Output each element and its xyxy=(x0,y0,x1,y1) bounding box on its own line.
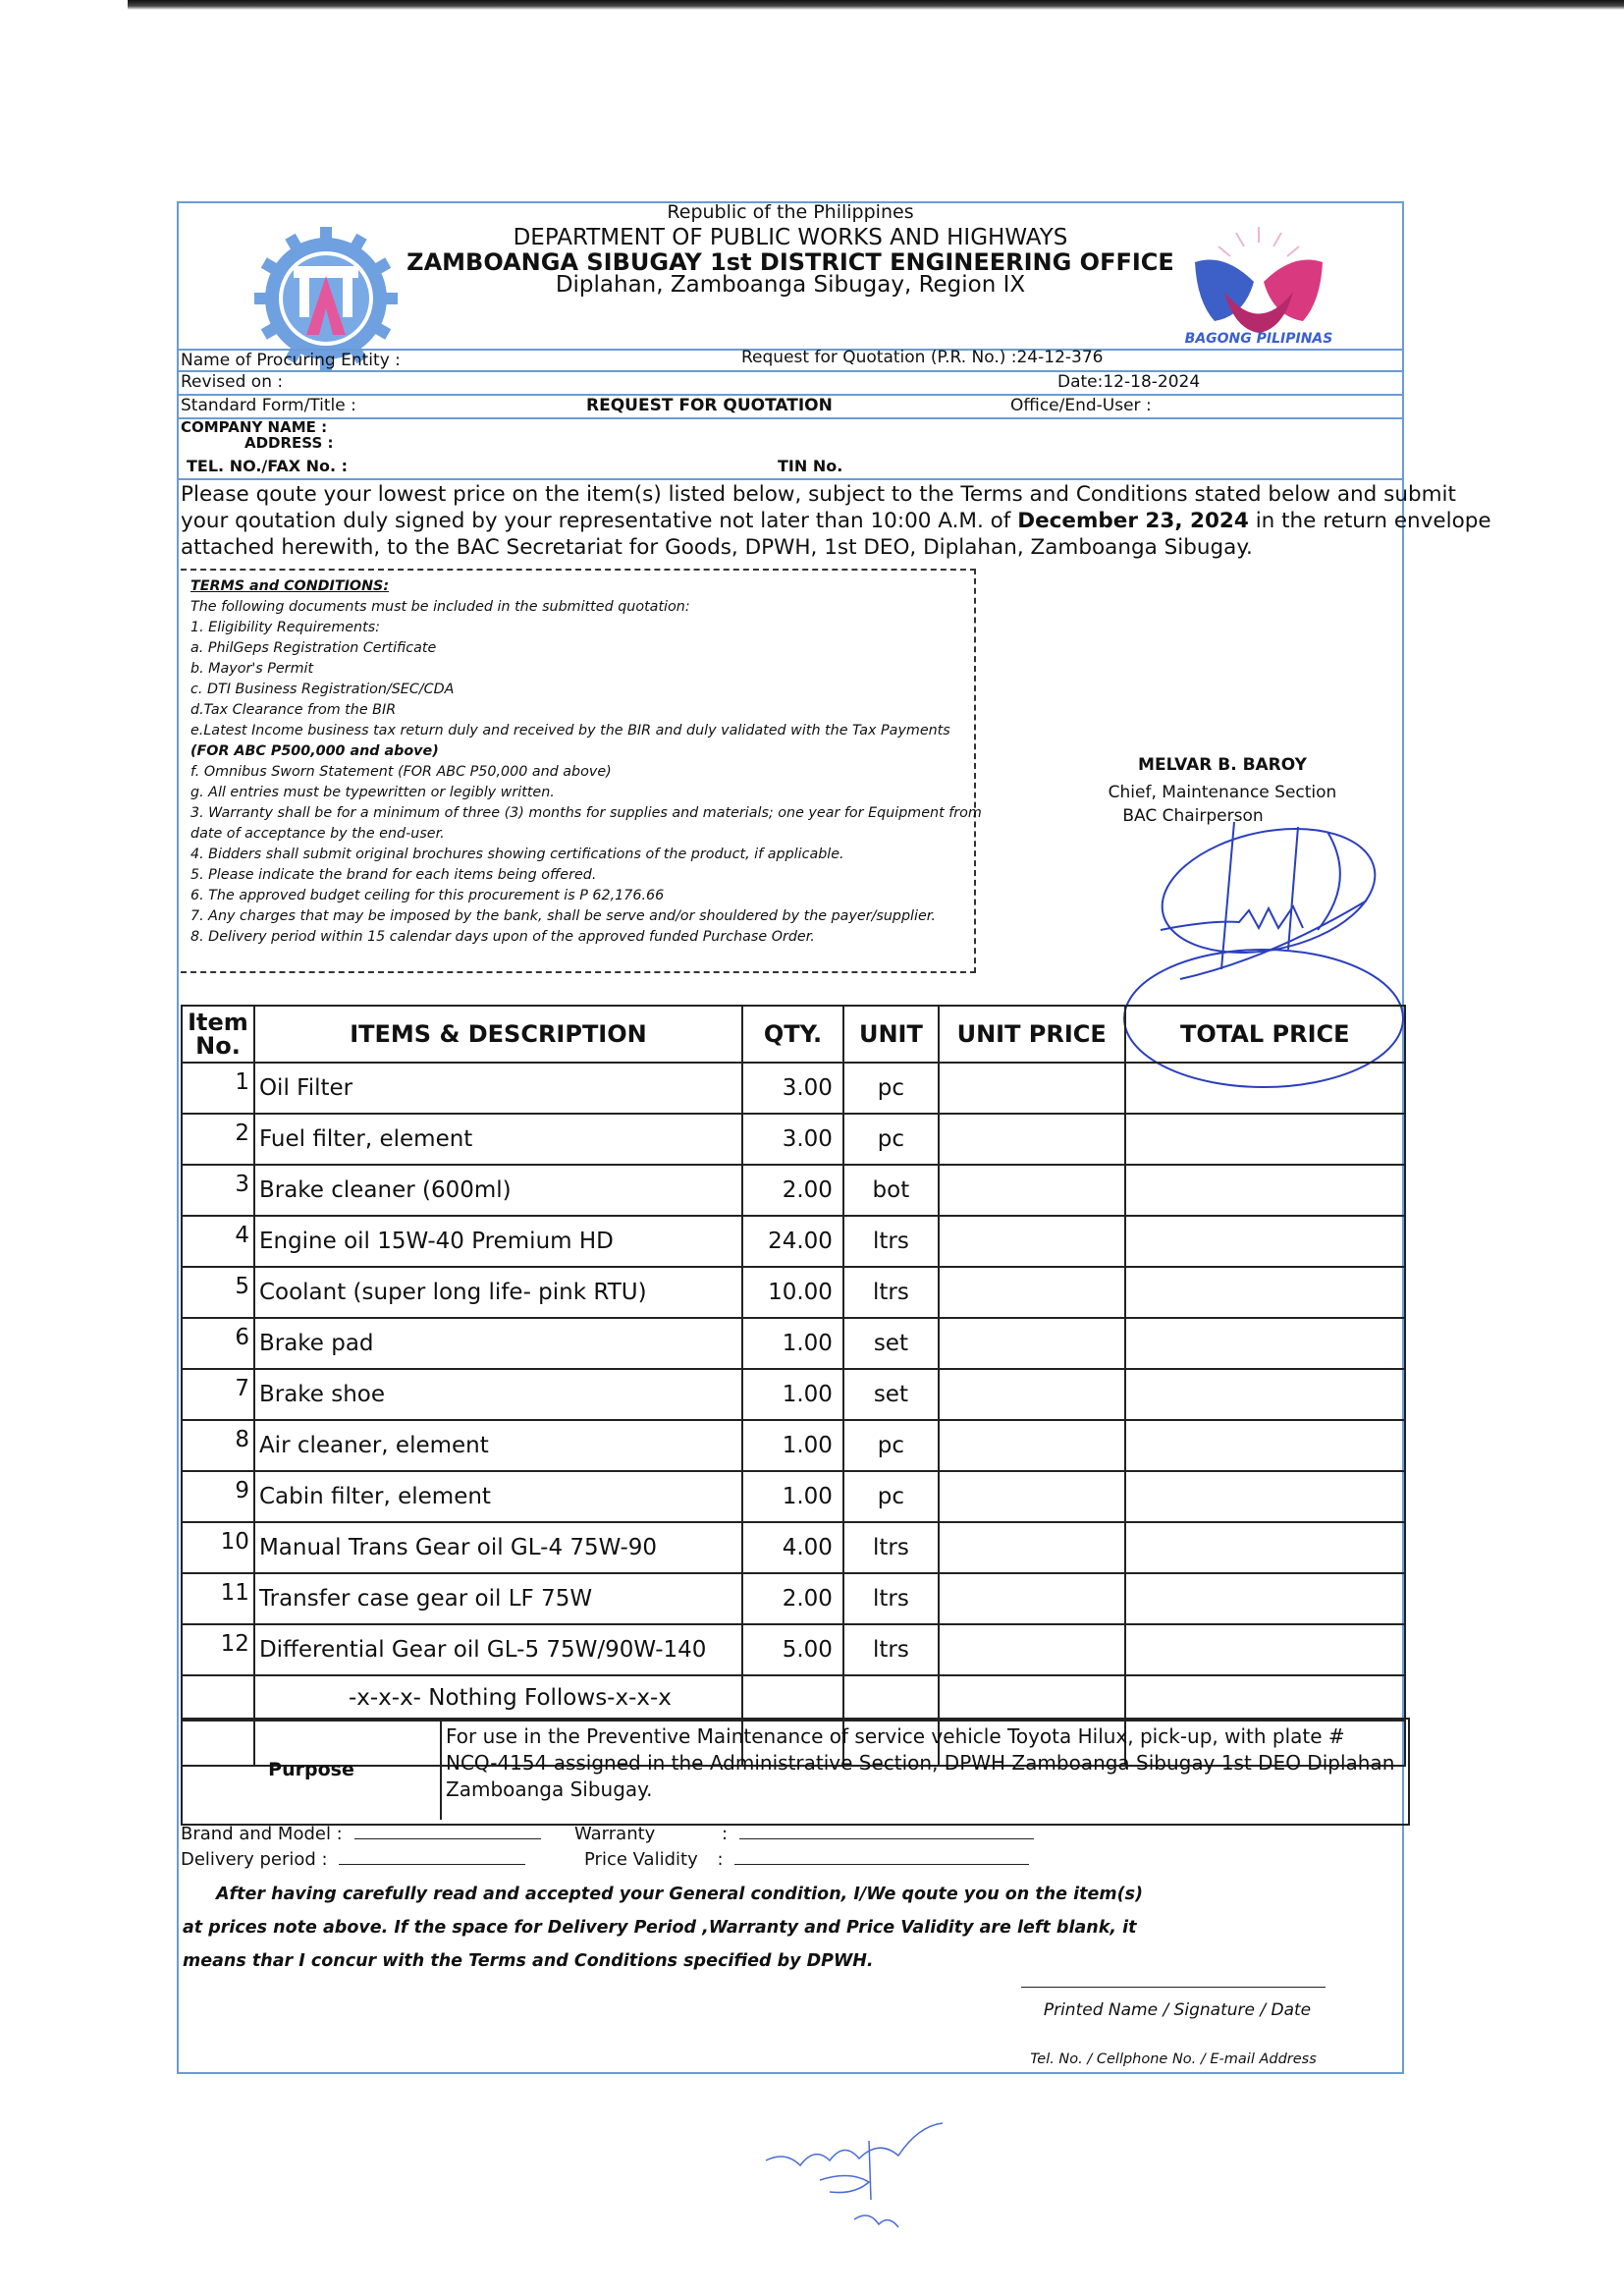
nothing-follows-text: -x-x-x- Nothing Follows-x-x-x xyxy=(254,1675,742,1721)
item-description: Manual Trans Gear oil GL-4 75W-90 xyxy=(254,1522,742,1573)
terms-line: 6. The approved budget ceiling for this procurement is P 62,176.66 xyxy=(190,888,665,903)
item-number: 4 xyxy=(182,1216,254,1267)
signatory-name: MELVAR B. BAROY xyxy=(1138,755,1307,775)
procuring-entity-label: Name of Procuring Entity : xyxy=(181,351,401,370)
deadline-date: December 23, 2024 xyxy=(1017,509,1249,533)
table-row xyxy=(182,1063,1405,1114)
standard-form-label: Standard Form/Title : xyxy=(181,396,356,415)
item-unit: ltrs xyxy=(843,1573,939,1624)
col-item-no: Item No. xyxy=(182,1006,254,1063)
item-description: Fuel filter, element xyxy=(254,1114,742,1165)
table-row xyxy=(182,1318,1405,1369)
terms-line: g. All entries must be typewritten or legibly written. xyxy=(190,785,555,800)
item-quantity: 1.00 xyxy=(742,1471,843,1522)
item-description: Brake shoe xyxy=(254,1369,742,1420)
item-quantity: 24.00 xyxy=(742,1216,843,1267)
terms-title: TERMS and CONDITIONS: xyxy=(190,578,390,594)
header-location: Diplahan, Zamboanga Sibugay, Region IX xyxy=(555,272,1026,298)
item-number: 5 xyxy=(182,1267,254,1318)
item-unit-price xyxy=(939,1420,1125,1471)
terms-line: e.Latest Income business tax return duly and received by the BIR and duly validated with the Tax Payments xyxy=(190,723,950,738)
table-row xyxy=(182,1522,1405,1573)
header-department: DEPARTMENT OF PUBLIC WORKS AND HIGHWAYS xyxy=(513,225,1068,250)
rfq-form xyxy=(177,201,1491,2074)
date-value: Date:12-18-2024 xyxy=(1057,372,1201,392)
item-description: Brake pad xyxy=(254,1318,742,1369)
item-total-price xyxy=(1125,1624,1405,1675)
handwritten-initials-icon xyxy=(761,2121,957,2249)
warranty-field: Warranty : xyxy=(574,1824,1034,1844)
table-row xyxy=(182,1471,1405,1522)
item-unit-price xyxy=(939,1216,1125,1267)
item-number: 6 xyxy=(182,1318,254,1369)
item-quantity: 2.00 xyxy=(742,1573,843,1624)
item-quantity: 5.00 xyxy=(742,1624,843,1675)
item-total-price xyxy=(1125,1318,1405,1369)
intro-paragraph xyxy=(181,481,1491,561)
item-unit: pc xyxy=(843,1063,939,1114)
col-unit: UNIT xyxy=(843,1006,939,1063)
col-unit-price: UNIT PRICE xyxy=(939,1006,1125,1063)
terms-line: 1. Eligibility Requirements: xyxy=(190,620,380,635)
item-unit-price xyxy=(939,1369,1125,1420)
price-validity-label: Price Validity xyxy=(584,1849,698,1870)
item-number: 8 xyxy=(182,1420,254,1471)
intro-line-3: attached herewith, to the BAC Secretariat for Goods, DPWH, 1st DEO, Diplahan, Zamboanga Sibugay. xyxy=(181,535,1253,560)
signature-line xyxy=(1021,1987,1326,1988)
item-description: Brake cleaner (600ml) xyxy=(254,1165,742,1216)
table-row xyxy=(182,1420,1405,1471)
terms-line: d.Tax Clearance from the BIR xyxy=(190,702,397,718)
item-unit: ltrs xyxy=(843,1216,939,1267)
item-total-price xyxy=(1125,1267,1405,1318)
purpose-label: Purpose xyxy=(183,1720,442,1820)
item-description: Cabin filter, element xyxy=(254,1471,742,1522)
item-unit-price xyxy=(939,1165,1125,1216)
office-end-user-label: Office/End-User : xyxy=(1010,396,1152,415)
item-total-price xyxy=(1125,1216,1405,1267)
table-row xyxy=(182,1216,1405,1267)
item-number: 3 xyxy=(182,1165,254,1216)
table-row xyxy=(182,1573,1405,1624)
terms-line: 5. Please indicate the brand for each items being offered. xyxy=(190,867,597,883)
item-description: Air cleaner, element xyxy=(254,1420,742,1471)
terms-line: 8. Delivery period within 15 calendar days upon of the approved funded Purchase Order. xyxy=(190,929,815,945)
printed-name-caption: Printed Name / Signature / Date xyxy=(1043,2000,1312,2020)
terms-line: The following documents must be included in the submitted quotation: xyxy=(190,599,690,615)
header-office: ZAMBOANGA SIBUGAY 1st DISTRICT ENGINEERING OFFICE xyxy=(406,248,1174,276)
item-unit-price xyxy=(939,1063,1125,1114)
table-row xyxy=(182,1369,1405,1420)
item-total-price xyxy=(1125,1114,1405,1165)
warranty-label: Warranty xyxy=(574,1824,656,1844)
col-total-price: TOTAL PRICE xyxy=(1125,1006,1405,1063)
item-number: 2 xyxy=(182,1114,254,1165)
item-description: Transfer case gear oil LF 75W xyxy=(254,1573,742,1624)
table-row xyxy=(182,1267,1405,1318)
acceptance-statement-1: After having carefully read and accepted your General condition, I/We qoute you on the item(s) xyxy=(216,1885,1144,1904)
item-number: 10 xyxy=(182,1522,254,1573)
item-number: 9 xyxy=(182,1471,254,1522)
item-total-price xyxy=(1125,1063,1405,1114)
col-qty: QTY. xyxy=(742,1006,843,1063)
terms-line: a. PhilGeps Registration Certificate xyxy=(190,640,437,656)
item-number: 11 xyxy=(182,1573,254,1624)
item-quantity: 1.00 xyxy=(742,1369,843,1420)
signatory-title: Chief, Maintenance Section xyxy=(1108,783,1337,802)
terms-line: (FOR ABC P500,000 and above) xyxy=(190,743,439,759)
item-unit: pc xyxy=(843,1471,939,1522)
item-quantity: 2.00 xyxy=(742,1165,843,1216)
rfq-number: Request for Quotation (P.R. No.) :24-12-376 xyxy=(741,348,1104,367)
item-unit: ltrs xyxy=(843,1522,939,1573)
brand-model-field xyxy=(181,1824,541,1844)
item-unit-price xyxy=(939,1114,1125,1165)
nothing-follows-row xyxy=(182,1675,1405,1721)
item-unit-price xyxy=(939,1573,1125,1624)
table-header-row xyxy=(182,1006,1405,1063)
item-description: Oil Filter xyxy=(254,1063,742,1114)
tel-fax-label: TEL. NO./FAX No. : xyxy=(187,457,349,475)
terms-line: f. Omnibus Sworn Statement (FOR ABC P50,000 and above) xyxy=(190,764,612,780)
terms-line: c. DTI Business Registration/SEC/CDA xyxy=(190,682,455,697)
address-label: ADDRESS : xyxy=(244,434,334,452)
item-number: 1 xyxy=(182,1063,254,1114)
item-description: Coolant (super long life- pink RTU) xyxy=(254,1267,742,1318)
item-number: 7 xyxy=(182,1369,254,1420)
item-unit-price xyxy=(939,1624,1125,1675)
form-title: REQUEST FOR QUOTATION xyxy=(586,396,833,415)
scan-edge-shadow xyxy=(128,0,1624,10)
purpose-section xyxy=(181,1718,1410,1826)
table-row xyxy=(182,1624,1405,1675)
intro-line-2: your qoutation duly signed by your representative not later than 10:00 A.M. of December 23, 2024 in the return envelope xyxy=(181,509,1491,533)
terms-and-conditions-box xyxy=(181,569,982,973)
header-republic: Republic of the Philippines xyxy=(667,201,914,223)
bagong-pilipinas-label: BAGONG PILIPINAS xyxy=(1184,331,1333,347)
item-unit: ltrs xyxy=(843,1624,939,1675)
item-unit: set xyxy=(843,1318,939,1369)
item-unit-price xyxy=(939,1522,1125,1573)
brand-model-label: Brand and Model : xyxy=(181,1824,343,1844)
delivery-period-field xyxy=(181,1849,525,1870)
item-unit: pc xyxy=(843,1114,939,1165)
table-row xyxy=(182,1114,1405,1165)
item-number: 12 xyxy=(182,1624,254,1675)
item-total-price xyxy=(1125,1573,1405,1624)
delivery-period-label: Delivery period : xyxy=(181,1849,328,1870)
tin-label: TIN No. xyxy=(778,457,843,475)
table-row xyxy=(182,1165,1405,1216)
item-unit-price xyxy=(939,1318,1125,1369)
item-unit: bot xyxy=(843,1165,939,1216)
item-description: Differential Gear oil GL-5 75W/90W-140 xyxy=(254,1624,742,1675)
item-total-price xyxy=(1125,1165,1405,1216)
price-validity-field: Price Validity : xyxy=(584,1849,1029,1870)
item-quantity: 1.00 xyxy=(742,1420,843,1471)
item-quantity: 3.00 xyxy=(742,1114,843,1165)
items-table xyxy=(181,1005,1406,1767)
item-quantity: 10.00 xyxy=(742,1267,843,1318)
terms-line: 4. Bidders shall submit original brochures showing certifications of the product, if applicable. xyxy=(190,847,844,862)
purpose-text: For use in the Preventive Maintenance of service vehicle Toyota Hilux, pick-up, with plate # NCQ-4154 assigned in the Administrative Section, DPWH Zamboanga Sibugay 1st DEO Diplahan Zamboanga Sibugay. xyxy=(446,1724,1395,1801)
item-unit: pc xyxy=(843,1420,939,1471)
item-total-price xyxy=(1125,1522,1405,1573)
item-description: Engine oil 15W-40 Premium HD xyxy=(254,1216,742,1267)
item-quantity: 1.00 xyxy=(742,1318,843,1369)
contact-caption: Tel. No. / Cellphone No. / E-mail Address xyxy=(1030,2051,1317,2067)
intro-line-1: Please qoute your lowest price on the item(s) listed below, subject to the Terms and Conditions stated below and submit xyxy=(181,482,1456,507)
terms-line: date of acceptance by the end-user. xyxy=(190,826,445,842)
item-total-price xyxy=(1125,1420,1405,1471)
terms-line: 3. Warranty shall be for a minimum of three (3) months for supplies and materials; one year for Equipment from xyxy=(190,805,982,821)
company-name-label: COMPANY NAME : xyxy=(181,418,328,436)
item-total-price xyxy=(1125,1471,1405,1522)
terms-line: b. Mayor's Permit xyxy=(190,661,314,677)
item-unit-price xyxy=(939,1471,1125,1522)
terms-line: 7. Any charges that may be imposed by the bank, shall be serve and/or shouldered by the payer/supplier. xyxy=(190,908,936,924)
acceptance-statement-3: means thar I concur with the Terms and Conditions specified by DPWH. xyxy=(183,1951,874,1971)
item-unit: ltrs xyxy=(843,1267,939,1318)
col-description: ITEMS & DESCRIPTION xyxy=(254,1006,742,1063)
item-total-price xyxy=(1125,1369,1405,1420)
item-quantity: 4.00 xyxy=(742,1522,843,1573)
acceptance-statement-2: at prices note above. If the space for Delivery Period ,Warranty and Price Validity are left blank, it xyxy=(183,1918,1137,1938)
signatory-role: BAC Chairperson xyxy=(1122,806,1264,826)
item-unit: set xyxy=(843,1369,939,1420)
revised-on-label: Revised on : xyxy=(181,372,284,392)
item-unit-price xyxy=(939,1267,1125,1318)
item-quantity: 3.00 xyxy=(742,1063,843,1114)
